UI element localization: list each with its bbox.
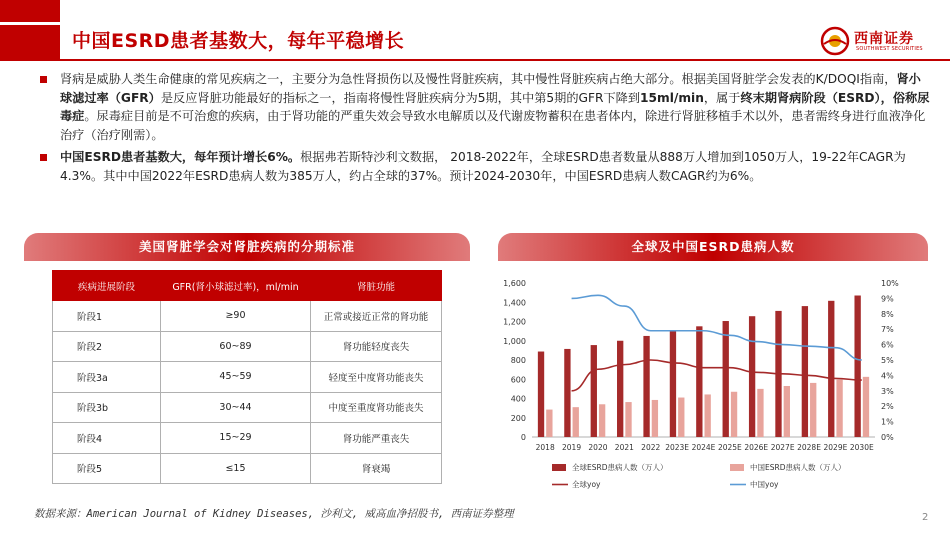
bar-china [573, 407, 579, 437]
table-row [53, 423, 442, 454]
bar-china [599, 404, 605, 437]
logo-text: 西南证券 [854, 31, 914, 47]
y-right-tick-label: 8% [881, 309, 894, 319]
bar-global [564, 349, 570, 437]
y-right-tick-label: 3% [881, 386, 894, 396]
legend-label: 中国yoy [750, 480, 779, 489]
p2-bold-1: 中国ESRD患者基数大，每年预计增长6%。 [60, 150, 301, 164]
y-left-tick-label: 600 [510, 375, 526, 385]
y-left-tick-label: 200 [510, 413, 526, 423]
table-cell: 15~29 [161, 423, 311, 454]
page-title: 中国ESRD患者基数大，每年平稳增长 [72, 30, 405, 52]
bullet-icon [40, 154, 47, 161]
bar-china [731, 392, 737, 437]
table-cell: 30~44 [161, 392, 311, 423]
table-cell: 45~59 [161, 362, 311, 393]
table-cell: 阶段1 [53, 301, 161, 332]
table-cell: 轻度至中度肾功能丧失 [311, 362, 442, 393]
p1-bold-2: 15ml/min [640, 90, 704, 105]
table-cell: 阶段3a [53, 362, 161, 393]
table-header-row [53, 271, 442, 301]
bar-global [828, 301, 834, 437]
bar-china [546, 410, 552, 437]
legend-swatch [730, 464, 744, 471]
table-header-gfr: GFR(肾小球滤过率)，ml/min [161, 271, 311, 301]
x-tick-label: 2022 [641, 443, 661, 452]
x-tick-label: 2027E [770, 443, 795, 452]
y-right-tick-label: 2% [881, 402, 894, 412]
bar-global [591, 345, 597, 437]
table-row [53, 392, 442, 423]
company-logo [820, 26, 940, 56]
y-right-tick-label: 10% [881, 279, 899, 288]
p2-text-1: 根据弗若斯特沙利文数据， 2018-2022年，全球ESRD患者数量从888万人增加到1050万人，19-22年CAGR为4.3%。其中中国2022年ESRD患病人数为385万人，约占全球的37%。预计2024-2030年，中国ESRD患病人数CAGR约为6%。 [60, 150, 906, 183]
x-tick-label: 2021 [614, 443, 634, 452]
bar-global [723, 321, 729, 437]
table-row [53, 301, 442, 332]
y-left-tick-label: 1,600 [503, 279, 526, 288]
p1-text-2: 是反应肾脏功能最好的指标之一，指南将慢性肾脏疾病分为5期，其中第5期的GFR下降到 [160, 90, 641, 105]
paragraph-2 [40, 148, 930, 185]
bar-global [538, 352, 544, 437]
ckd-stage-table [52, 270, 442, 484]
table-cell: 肾衰竭 [311, 453, 442, 484]
table-header-function: 肾脏功能 [311, 271, 442, 301]
page-number: 2 [922, 512, 929, 523]
y-right-tick-label: 6% [881, 340, 894, 350]
table-cell: 阶段4 [53, 423, 161, 454]
line-global-yoy [572, 360, 862, 391]
page-header [0, 0, 950, 80]
table-cell: 阶段2 [53, 331, 161, 362]
bar-global [643, 336, 649, 437]
x-tick-label: 2023E [665, 443, 690, 452]
chart-panel-title: 全球及中国ESRD患病人数 [498, 233, 928, 261]
table-cell: ≥90 [161, 301, 311, 332]
table-cell: ≤15 [161, 453, 311, 484]
table-cell: 正常或接近正常的肾功能 [311, 301, 442, 332]
legend-swatch [552, 464, 566, 471]
bar-china [810, 383, 816, 437]
p1-text-1: 肾病是威胁人类生命健康的常见疾病之一，主要分为急性肾损伤以及慢性肾脏疾病，其中慢性肾脏疾病占绝大部分。根据美国肾脏学会发表的K/DOQI指南， [60, 72, 897, 86]
table-row [53, 453, 442, 484]
body-text [40, 70, 930, 189]
x-tick-label: 2018 [535, 443, 555, 452]
table-panel-title: 美国肾脏学会对肾脏疾病的分期标准 [24, 233, 470, 261]
header-stripe [0, 22, 60, 25]
table-header-stage: 疾病进展阶段 [53, 271, 161, 301]
p1-bold-1: 肾小球滤过率（GFR） [60, 72, 921, 105]
table-cell: 肾功能轻度丧失 [311, 331, 442, 362]
table-cell: 60~89 [161, 331, 311, 362]
y-left-tick-label: 1,000 [503, 336, 526, 346]
data-source: 数据来源：American Journal of Kidney Diseases, 沙利文, 威高血净招股书, 西南证券整理 [34, 508, 514, 520]
logo-mark-icon [820, 26, 850, 56]
p1-text-3: ，属于 [703, 90, 741, 105]
bar-global [617, 341, 623, 437]
bar-china [652, 400, 658, 437]
table-cell: 阶段3b [53, 392, 161, 423]
bar-china [836, 380, 842, 437]
x-tick-label: 2028E [797, 443, 821, 452]
bullet-icon [40, 76, 47, 83]
p1-bold-3: 终末期肾病阶段（ESRD），俗称尿毒症 [60, 90, 930, 123]
y-right-tick-label: 1% [881, 417, 894, 427]
esrd-patients-chart [490, 265, 935, 505]
header-red-block [0, 0, 60, 59]
y-left-tick-label: 400 [510, 394, 526, 404]
x-tick-label: 2029E [823, 443, 848, 452]
paragraph-1 [40, 70, 930, 144]
table-cell: 中度至重度肾功能丧失 [311, 392, 442, 423]
legend-label: 中国ESRD患病人数（万人） [750, 463, 846, 472]
x-tick-label: 2024E [691, 443, 716, 452]
legend-label: 全球yoy [572, 480, 601, 489]
bar-global [802, 306, 808, 437]
bar-global [749, 316, 755, 437]
bar-global [670, 331, 676, 437]
header-underline [0, 59, 950, 61]
p1-text-4: 。尿毒症目前是不可治愈的疾病，由于肾功能的严重失效会导致水电解质以及代谢废物蓄积在患者体内，除进行肾脏移植手术以外，患者需终身进行血液净化治疗（治疗刚需）。 [60, 109, 926, 142]
y-right-tick-label: 9% [881, 294, 894, 304]
bar-china [863, 377, 869, 437]
y-left-tick-label: 800 [510, 356, 526, 365]
logo-subtext: SOUTHWEST SECURITIES [856, 46, 923, 52]
x-tick-label: 2019 [562, 443, 582, 452]
bar-china [678, 398, 684, 437]
line-china-yoy [572, 295, 862, 360]
table-cell: 阶段5 [53, 453, 161, 484]
x-tick-label: 2025E [717, 443, 742, 452]
bar-global [854, 296, 860, 437]
y-left-tick-label: 1,400 [503, 298, 526, 308]
table-row [53, 362, 442, 393]
x-tick-label: 2026E [744, 443, 769, 452]
bar-china [784, 386, 790, 437]
bar-global [696, 326, 702, 437]
y-right-tick-label: 7% [881, 325, 894, 335]
bar-china [625, 402, 631, 437]
x-tick-label: 2020 [588, 443, 608, 452]
y-left-tick-label: 0 [520, 433, 526, 442]
table-cell: 肾功能严重丧失 [311, 423, 442, 454]
bar-china [757, 389, 763, 437]
table-row [53, 331, 442, 362]
legend-label: 全球ESRD患病人数（万人） [572, 463, 668, 472]
y-left-tick-label: 1,200 [503, 317, 526, 327]
y-right-tick-label: 4% [881, 371, 894, 381]
y-right-tick-label: 5% [881, 356, 894, 365]
bar-china [705, 394, 711, 437]
y-right-tick-label: 0% [881, 433, 894, 442]
x-tick-label: 2030E [849, 443, 874, 452]
